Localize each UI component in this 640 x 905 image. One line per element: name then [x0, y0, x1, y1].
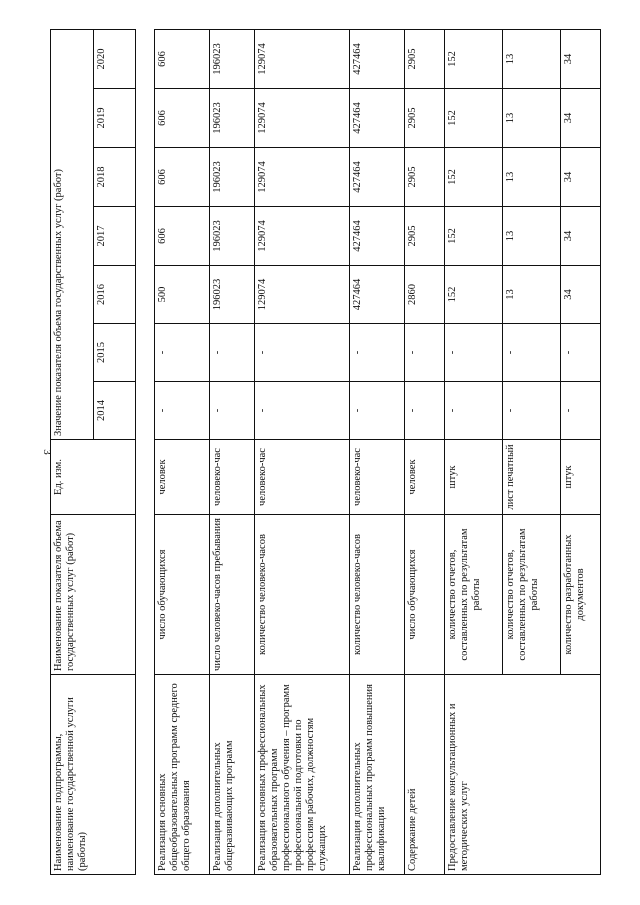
value-cell: - — [503, 382, 561, 440]
indicator-cell: количество отчетов, составленных по результатам работы — [445, 515, 503, 675]
value-cell: 2860 — [405, 266, 445, 324]
header-program: Наименование подпрограммы, наименование государственной услуги (работы) — [51, 675, 136, 875]
value-cell: 13 — [503, 148, 561, 207]
table-row — [155, 29, 210, 874]
spacer-row — [136, 29, 155, 874]
value-cell: - — [350, 382, 405, 440]
value-cell: 2905 — [405, 207, 445, 266]
value-cell: 196023 — [210, 148, 255, 207]
table-row — [255, 29, 350, 874]
program-cell: Реализация основных профессиональных образовательных программ профессионального обучения – программ профессиональной подготовки по профессиям рабочих, должностям служащих — [255, 675, 350, 875]
value-cell: 2905 — [405, 148, 445, 207]
program-cell: Содержание детей — [405, 675, 445, 875]
value-cell: 129074 — [255, 29, 350, 88]
header-values-group: Значение показателя объема государственных услуг (работ) — [51, 29, 94, 439]
indicator-cell: количество человеко-часов — [255, 515, 350, 675]
indicator-cell: количество человеко-часов — [350, 515, 405, 675]
value-cell: - — [405, 382, 445, 440]
year-cell: 2017 — [93, 207, 136, 266]
value-cell: 606 — [155, 207, 210, 266]
indicator-cell: число обучающихся — [405, 515, 445, 675]
value-cell: - — [155, 382, 210, 440]
value-cell: 427464 — [350, 207, 405, 266]
value-cell: - — [155, 324, 210, 382]
value-cell: 129074 — [255, 266, 350, 324]
value-cell: 129074 — [255, 148, 350, 207]
unit-cell: человек — [405, 440, 445, 515]
value-cell: 34 — [561, 89, 601, 148]
value-cell: 2905 — [405, 89, 445, 148]
value-cell: - — [445, 382, 503, 440]
value-cell: - — [210, 324, 255, 382]
value-cell: 13 — [503, 89, 561, 148]
value-cell: - — [561, 382, 601, 440]
value-cell: 152 — [445, 148, 503, 207]
unit-cell: человеко-час — [350, 440, 405, 515]
value-cell: - — [561, 324, 601, 382]
value-cell: - — [255, 382, 350, 440]
value-cell: - — [210, 382, 255, 440]
value-cell: 13 — [503, 207, 561, 266]
unit-cell: человек — [155, 440, 210, 515]
value-cell: 34 — [561, 29, 601, 88]
program-cell: Реализация дополнительных профессиональных программ повышения квалификации — [350, 675, 405, 875]
services-volume-table — [50, 29, 601, 875]
unit-cell: лист печатный — [503, 440, 561, 515]
header-unit: Ед. изм. — [51, 440, 136, 515]
value-cell: 13 — [503, 266, 561, 324]
value-cell: 427464 — [350, 89, 405, 148]
year-cell: 2020 — [93, 29, 136, 88]
indicator-cell: количество разработанных документов — [561, 515, 601, 675]
value-cell: 196023 — [210, 29, 255, 88]
unit-cell: штук — [445, 440, 503, 515]
indicator-cell: число человеко-часов пребывания — [210, 515, 255, 675]
year-cell: 2014 — [93, 382, 136, 440]
unit-cell: человеко-час — [210, 440, 255, 515]
year-cell: 2019 — [93, 89, 136, 148]
value-cell: 606 — [155, 89, 210, 148]
value-cell: 152 — [445, 29, 503, 88]
value-cell: 152 — [445, 89, 503, 148]
value-cell: - — [350, 324, 405, 382]
value-cell: 427464 — [350, 266, 405, 324]
year-cell: 2015 — [93, 324, 136, 382]
value-cell: 196023 — [210, 89, 255, 148]
value-cell: - — [255, 324, 350, 382]
value-cell: - — [405, 324, 445, 382]
unit-cell: человеко-час — [255, 440, 350, 515]
value-cell: 2905 — [405, 29, 445, 88]
value-cell: 129074 — [255, 207, 350, 266]
value-cell: - — [503, 324, 561, 382]
value-cell: 152 — [445, 266, 503, 324]
indicator-cell: количество отчетов, составленных по результатам работы — [503, 515, 561, 675]
value-cell: 13 — [503, 29, 561, 88]
value-cell: 427464 — [350, 29, 405, 88]
value-cell: 152 — [445, 207, 503, 266]
page-number: 3 — [40, 449, 53, 455]
value-cell: - — [445, 324, 503, 382]
value-cell: 129074 — [255, 89, 350, 148]
program-cell: Реализация основных общеобразовательных программ среднего общего образования — [155, 675, 210, 875]
value-cell: 500 — [155, 266, 210, 324]
year-cell: 2016 — [93, 266, 136, 324]
table-row — [405, 29, 445, 874]
value-cell: 606 — [155, 29, 210, 88]
rotated-table-container — [50, 25, 587, 875]
value-cell: 196023 — [210, 266, 255, 324]
program-cell: Предоставление консультационных и методических услуг — [445, 675, 601, 875]
value-cell: 196023 — [210, 207, 255, 266]
table-row — [210, 29, 255, 874]
indicator-cell: число обучающихся — [155, 515, 210, 675]
unit-cell: штук — [561, 440, 601, 515]
table-row — [445, 29, 503, 874]
value-cell: 606 — [155, 148, 210, 207]
value-cell: 34 — [561, 148, 601, 207]
program-cell: Реализация дополнительных общеразвивающих программ — [210, 675, 255, 875]
header-indicator: Наименование показателя объема государственных услуг (работ) — [51, 515, 136, 675]
value-cell: 427464 — [350, 148, 405, 207]
value-cell: 34 — [561, 207, 601, 266]
table-row — [350, 29, 405, 874]
value-cell: 34 — [561, 266, 601, 324]
year-cell: 2018 — [93, 148, 136, 207]
header-row — [51, 29, 94, 874]
